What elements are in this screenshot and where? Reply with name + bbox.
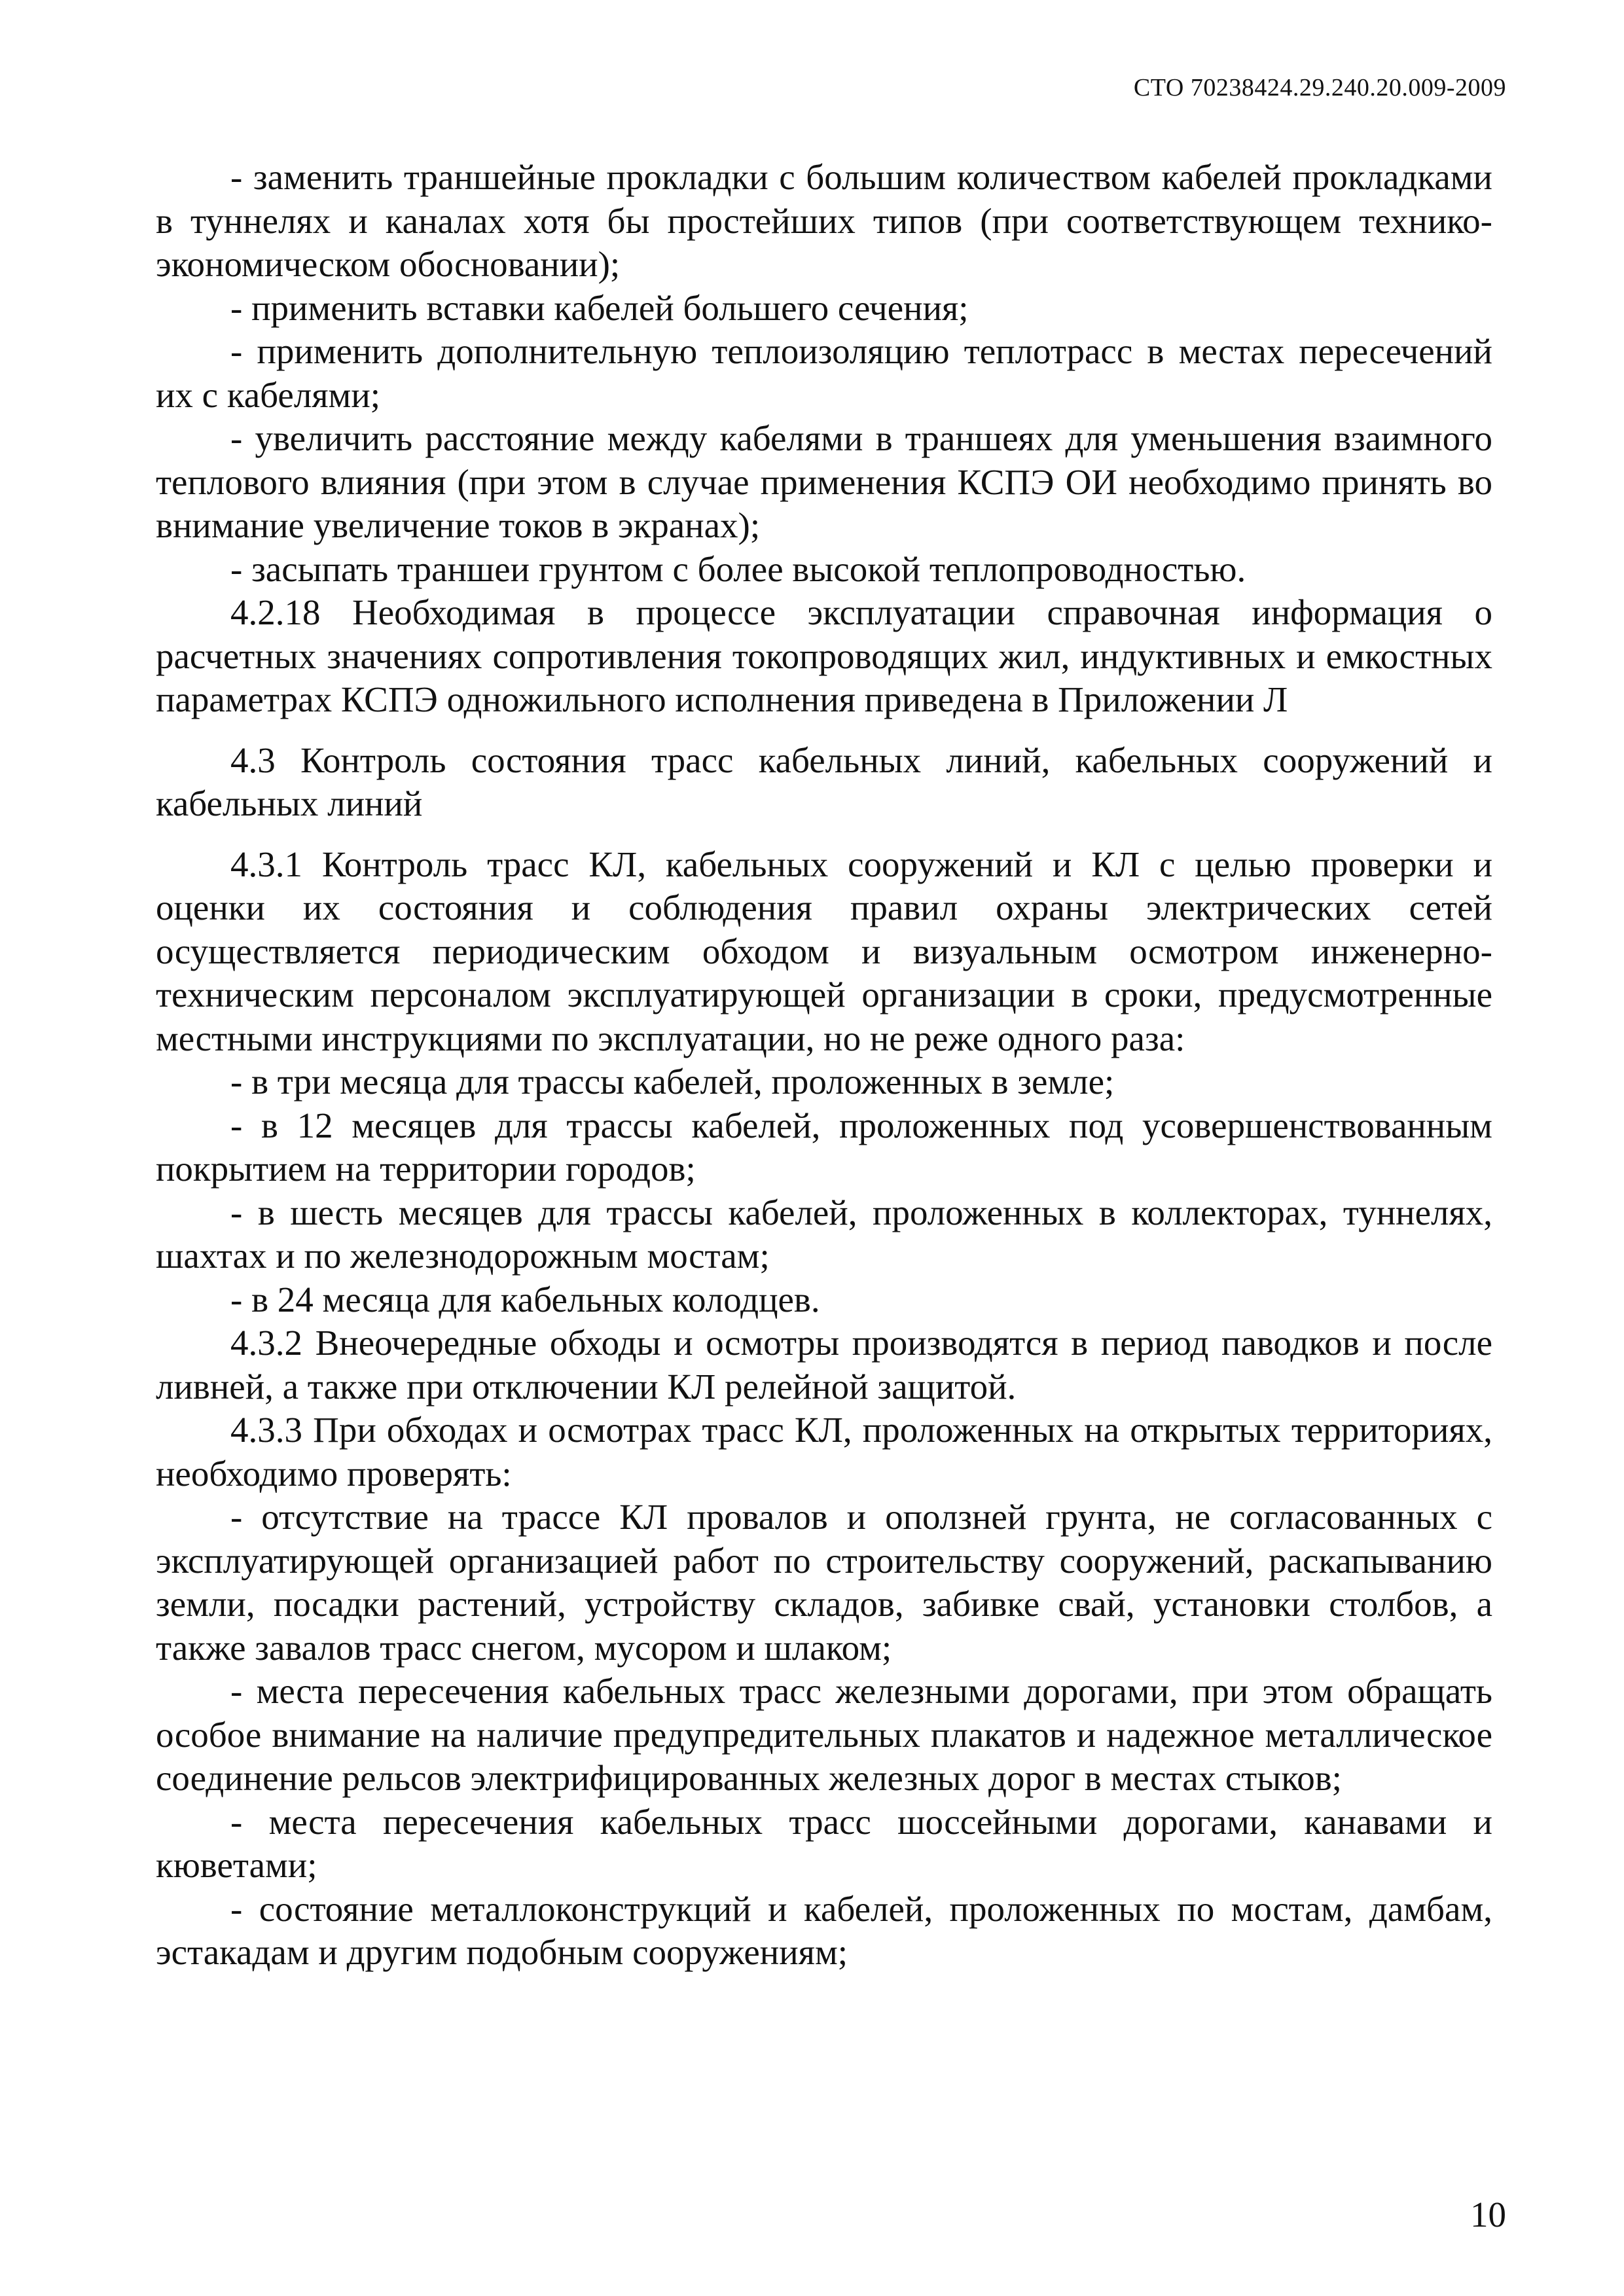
paragraph-4-2-18: 4.2.18 Необходимая в процессе эксплуатации справочная информация о расчетных значениях сопротивления токопроводящих жил, индуктивных и емкостных параметрах КСПЭ одножильного исполнения приведена в Приложении Л <box>156 592 1492 719</box>
list-item-road-crossings: - места пересечения кабельных трасс шоссейными дорогами, канавами и кюветами; <box>156 1801 1492 1885</box>
list-item-cable-inserts: - применить вставки кабелей большего сечения; <box>230 287 969 328</box>
list-item-metal-structures: - состояние металлоконструкций и кабелей, проложенных по мостам, дамбам, эстакадам и другим подобным сооружениям; <box>156 1888 1492 1972</box>
list-item-increase-distance: - увеличить расстояние между кабелями в траншеях для уменьшения взаимного теплового влияния (при этом в случае применения КСПЭ ОИ необходимо принять во внимание увеличение токов в экранах); <box>156 418 1492 545</box>
list-item-twelve-months: - в 12 месяцев для трассы кабелей, проложенных под усовершенствованным покрытием на территории городов; <box>156 1105 1492 1189</box>
paragraph-4-3-2: 4.3.2 Внеочередные обходы и осмотры производятся в период паводков и после ливней, а также при отключении КЛ релейной защитой. <box>156 1323 1492 1407</box>
list-item-no-landslides: - отсутствие на трассе КЛ провалов и оползней грунта, не согласованных с эксплуатирующей организацией работ по строительству сооружений, раскапыванию земли, посадки растений, устройству складов, забивке свай, установки столбов, а также завалов трасс снегом, мусором и шлаком; <box>156 1497 1492 1668</box>
page-number: 10 <box>1470 2195 1506 2234</box>
list-item-heat-insulation: - применить дополнительную теплоизоляцию теплотрасс в местах пересечений их с кабелями; <box>156 331 1492 415</box>
section-heading-4-3: 4.3 Контроль состояния трасс кабельных линий, кабельных сооружений и кабельных линий <box>156 740 1492 823</box>
list-item-twenty-four-months: - в 24 месяца для кабельных колодцев. <box>230 1279 820 1319</box>
list-item-replace-trench: - заменить траншейные прокладки с большим количеством кабелей прокладками в туннелях и каналах хотя бы простейших типов (при соответствующем технико-экономическом обосновании); <box>156 157 1492 284</box>
document-code: СТО 70238424.29.240.20.009-2009 <box>1133 74 1506 101</box>
paragraph-4-3-1: 4.3.1 Контроль трасс КЛ, кабельных сооружений и КЛ с целью проверки и оценки их состояния и соблюдения правил охраны электрических сетей осуществляется периодическим обходом и визуальным осмотром инженерно-техническим персоналом эксплуатирующей организации в сроки, предусмотренные местными инструкциями по эксплуатации, но не реже одного раза: <box>156 844 1492 1058</box>
page-body <box>156 156 1492 1975</box>
list-item-railway-crossings: - места пересечения кабельных трасс железными дорогами, при этом обращать особое внимание на наличие предупредительных плакатов и надежное металлическое соединение рельсов электрифицированных железных дорог в местах стыков; <box>156 1671 1492 1798</box>
list-item-backfill: - засыпать траншеи грунтом с более высокой теплопроводностью. <box>230 548 1246 589</box>
list-item-three-months: - в три месяца для трассы кабелей, проложенных в земле; <box>230 1062 1115 1102</box>
paragraph-4-3-3: 4.3.3 При обходах и осмотрах трасс КЛ, проложенных на открытых территориях, необходимо проверять: <box>156 1410 1492 1494</box>
list-item-six-months: - в шесть месяцев для трассы кабелей, проложенных в коллекторах, туннелях, шахтах и по железнодорожным мостам; <box>156 1192 1492 1276</box>
